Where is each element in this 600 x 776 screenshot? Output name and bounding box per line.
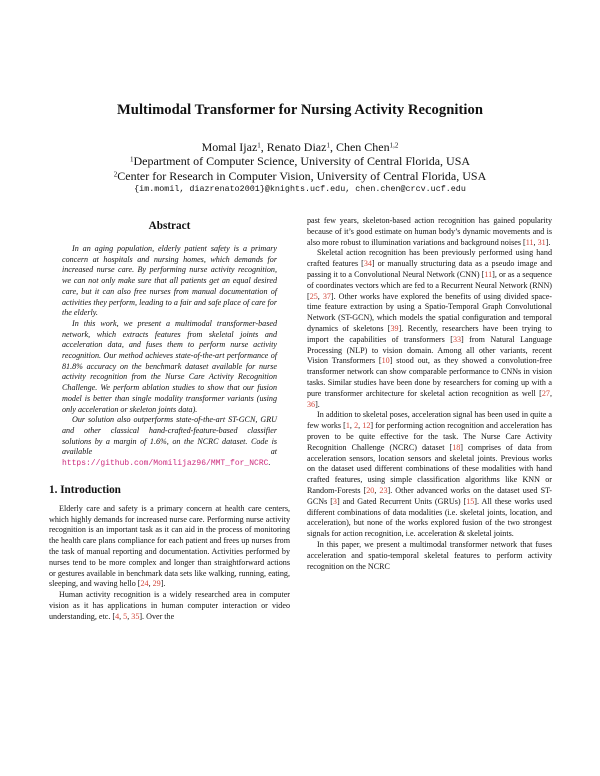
abstract-paragraph-1: In an aging population, elderly patient safety is a primary concern at hospitals and nursing homes, which demands for increased nurse care. By performing nurse activity recognition, we can not only make sure that all patients get an equal desired care, but it can also free nurses from manual documentation of activities they perform, leading to a fair and safe place of care for the elderly.: [62, 244, 277, 318]
left-column: [49, 220, 290, 623]
right-paragraph-3: In addition to skeletal poses, acceleration signal has been used in quite a few works [1, 2, 12] for performing action recognition and acceleration has proven to be quite effective for the task. The Nurse Care Activity Recognition Challenge (NCRC) dataset [18] comprises of data from acceleration sensors, location sensors and skeletal joints. Previous works on the dataset used different combinations of these modalities with hand crafted features, using simple classification algorithms like KNN or Random-Forests [20, 23]. Other advanced works on the dataset used ST-GCNs [3] and Gated Recurrent Units (GRUs) [15]. All these works used different combinations of data modalities (i.e. skeletal joints, location, and acceleration), but none of the works explored fusion of the two strongest signals for action recognition, i.e. acceleration & skeletal joints.: [307, 410, 552, 539]
affiliation-2: $^2$Center for Research in Computer Vision, University of Central Florida, USA: [113, 169, 487, 183]
author-list: Momal Ijaz$^1$, Renato Diaz$^1$, Chen Chen$^{1,2}$: [201, 140, 399, 154]
right-paragraph-4: In this paper, we present a multimodal transformer network that fuses acceleration and spatio-temporal skeletal features to perform activity recognition on the NCRC: [307, 539, 552, 571]
abstract-section: [49, 220, 290, 470]
right-paragraph-2: Skeletal action recognition has been previously performed using hand crafted features [34] or manually structuring data as a pseudo image and passing it to a Convolutional Neural Network (CNN) [11], or as a sequence of coordinates vectors which are fed to a Recurrent Neural Network (RNN) [25, 37]. Other works have explored the benefits of using divided space-time feature extraction by using a Spatio-Temporal Graph Convolutional Network (ST-GCN), which models the spatial configuration and temporal dynamics of skeletons [39]. Recently, researchers have been trying to import the capabilities of transformers [33] from Natural Language Processing (NLP) to vision domain. Among all other variants, recent Vision Transformers [10] stood out, as they showed a convolution-free transformer network can show comparable performance to CNNs in vision tasks. Similar studies have been done by researchers for coming up with a pure transformer architecture for skeletal action recognition as well [27, 36].: [307, 248, 553, 409]
abstract-paragraph-3: Our solution also outperforms state-of-the-art ST-GCN, GRU and other classical hand-crafted-feature-based classifier solutions by a margin of 1.6%, on the NCRC dataset. Code is available at https://github.com/Momilijaz96/MMT_for_NCRC.: [62, 415, 277, 469]
abstract-paragraph-2: In this work, we present a multimodal transformer-based network, which extracts features from skeletal joints and acceleration data, and fuses them to perform nurse activity recognition. Our method achieves state-of-the-art performance of 81.8% accuracy on the benchmark dataset available for nurse activity recognition from the Nurse Care Activity Recognition Challenge. We perform ablation studies to show that our fusion model is better than single modality transformer variants (using only acceleration or skeleton joints data).: [62, 318, 277, 414]
right-column: [307, 216, 552, 572]
right-paragraph-1: past few years, skeleton-based action recognition has gained popularity because of it’s good estimate on human body’s dynamic movements and is also more robust to illumination variations and background noises [11, 31].: [307, 216, 552, 247]
author-emails: {im.momil, diazrenato2001}@knights.ucf.edu, chen.chen@crcv.ucf.edu: [134, 184, 466, 194]
intro-paragraph-2: Human activity recognition is a widely researched area in computer vision as it has applications in human computer interaction or video understanding, etc. [4, 5, 35]. Over the: [49, 590, 290, 621]
paper-title: Multimodal Transformer for Nursing Activity Recognition: [116, 102, 484, 118]
introduction-section: [49, 484, 290, 623]
affiliation-1: $^1$Department of Computer Science, University of Central Florida, USA: [129, 154, 471, 168]
introduction-heading: 1. Introduction: [49, 483, 121, 496]
abstract-heading: Abstract: [148, 220, 191, 232]
intro-paragraph-1: Elderly care and safety is a primary concern at health care centers, which highly demands for increased nurse care. Performing nurse activity recognition is an important task as it can aid in the process of monitoring the health care plans compliance for each patient and frees up nurses from the task of manual reporting and documentation. Activities performed by nurses tend to be more complex and longer than straightforward actions or gestures available in benchmark data sets like walking, running, eating, sleeping, and waving hello [24, 29].: [49, 503, 290, 589]
